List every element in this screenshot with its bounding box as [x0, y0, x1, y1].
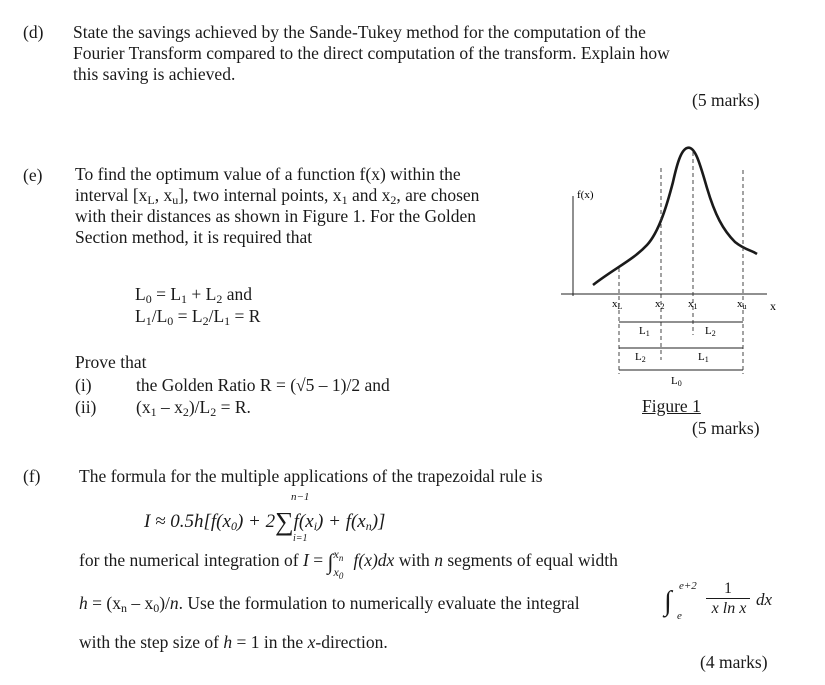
figure-1-diagram: [555, 140, 795, 400]
question-f-line4: with the step size of h = 1 in the x-direction.: [79, 632, 388, 652]
prove-that: Prove that: [75, 352, 147, 372]
int2-lower: e: [677, 610, 682, 622]
question-e-line2: interval [$x_L$, $x_u$], two internal points, $x_1$ and $x_2$, are chosen: [75, 185, 480, 207]
tick-x2: x2: [655, 298, 665, 311]
dim-l2-top-label: L2: [705, 325, 716, 338]
int2-dx: dx: [756, 590, 773, 609]
int2-numerator: 1: [706, 580, 750, 599]
figure-1-caption: Figure 1: [642, 396, 701, 416]
question-d-line3: this saving is achieved.: [73, 64, 236, 84]
int1-upper: $x_n$: [333, 547, 344, 563]
question-d-text: [73, 22, 793, 85]
question-e-line4: Section method, it is required that: [75, 227, 313, 247]
question-f-label: (f): [23, 466, 41, 486]
question-f-marks: (4 marks): [700, 652, 768, 672]
tick-xl: xL: [612, 298, 623, 311]
tick-x1: x1: [688, 298, 698, 311]
question-e-text: [75, 164, 555, 248]
int2-upper: e+2: [679, 580, 697, 592]
dim-l2-mid-label: L2: [635, 351, 646, 364]
x-axis-label: x: [770, 299, 776, 313]
question-e-marks: (5 marks): [692, 418, 760, 438]
part-i-text: the Golden Ratio R = (√5 – 1)/2 and: [136, 375, 390, 395]
part-ii-text: $(x_1 - x_2)/L_2 = R$.: [136, 397, 251, 419]
sum-lower-limit: i=1: [293, 533, 308, 544]
question-d-label: (d): [23, 22, 44, 42]
function-curve: [593, 148, 757, 285]
question-f-line2: for the numerical integration of I = ∫ $x_n$ $x_0$ f(x)dx with n segments of equal width: [79, 550, 618, 573]
trapezoidal-formula: $I \approx 0.5h[f(x_0) + 2\sum f(x_i) + f(x_n)]$: [144, 507, 386, 536]
question-e-label: (e): [23, 165, 43, 185]
question-f-line1: The formula for the multiple applications of the trapezoidal rule is: [79, 466, 543, 486]
question-d-line1: State the savings achieved by the Sande-Tukey method for the computation of the: [73, 22, 646, 42]
fx-axis-label: f(x): [577, 189, 594, 201]
part-i-label: (i): [75, 375, 92, 395]
question-d-line2: Fourier Transform compared to the direct computation of the transform. Explain how: [73, 43, 670, 63]
part-ii-label: (ii): [75, 397, 97, 417]
dim-l0-label: L0: [671, 375, 682, 388]
int2-denominator: x ln x: [711, 600, 747, 617]
int1-lower: $x_0$: [333, 565, 344, 581]
golden-condition-eq1: $L_0 = L_1 + L_2$ and: [135, 284, 252, 306]
question-e-line1: To find the optimum value of a function f(x) within the: [75, 164, 461, 184]
integral-symbol-2: ∫: [664, 586, 672, 617]
tick-xu: xu: [737, 298, 747, 311]
sum-upper-limit: n−1: [291, 491, 310, 503]
integral-expression-2: [664, 580, 794, 626]
question-e-line3: with their distances as shown in Figure 1. For the Golden: [75, 206, 476, 226]
golden-condition-eq2: $L_1/L_0 = L_2/L_1 = R$: [135, 306, 261, 328]
question-f-line3: $h = (x_n - x_0)/n$. Use the formulation to numerically evaluate the integral: [79, 593, 580, 615]
dim-l1-top-label: L1: [639, 325, 650, 338]
integral-symbol-1: ∫: [327, 549, 334, 574]
dim-l1-mid-label: L1: [698, 351, 709, 364]
question-d-marks: (5 marks): [692, 90, 760, 110]
sigma-symbol: ∑: [275, 507, 294, 536]
